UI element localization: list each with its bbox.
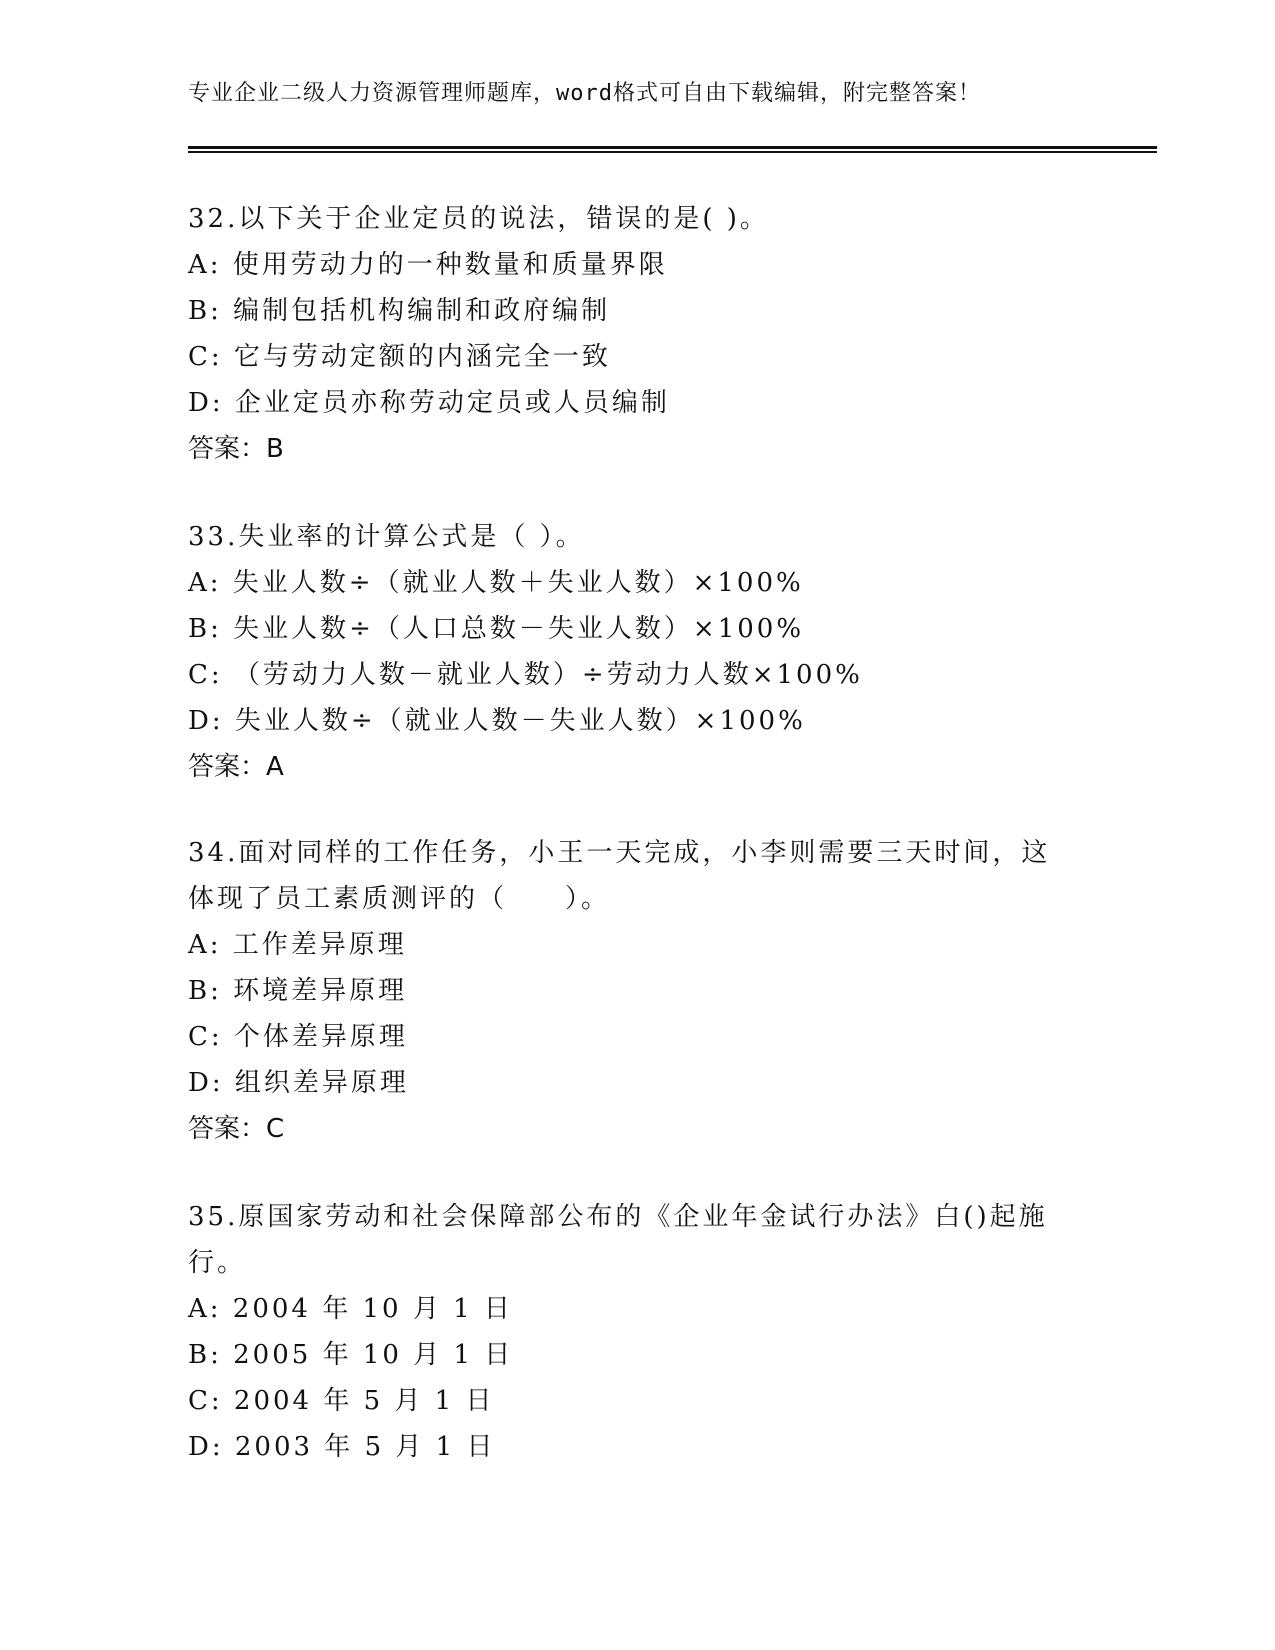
option-d: D: 组织差异原理	[188, 1068, 409, 1098]
option-d: D: 企业定员亦称劳动定员或人员编制	[188, 388, 670, 418]
option-b: B: 2005 年 10 月 1 日	[188, 1340, 514, 1370]
option-a: A: 2004 年 10 月 1 日	[188, 1294, 513, 1324]
answer: 答案：C	[188, 1114, 285, 1144]
page-header: 专业企业二级人力资源管理师题库，word格式可自由下载编辑，附完整答案！	[188, 81, 981, 106]
option-b: B: 环境差异原理	[188, 976, 408, 1006]
option-c: C: 个体差异原理	[188, 1022, 408, 1052]
question-stem: 33.失业率的计算公式是（ ）。	[188, 522, 585, 552]
question-stem: 32.以下关于企业定员的说法，错误的是( )。	[188, 204, 769, 234]
header-rule-thin	[188, 151, 1157, 153]
option-d: D: 2003 年 5 月 1 日	[188, 1432, 496, 1462]
option-a: A: 工作差异原理	[188, 930, 407, 960]
option-c: C: （劳动力人数－就业人数）÷劳动力人数×100%	[188, 660, 863, 690]
option-b: B: 失业人数÷（人口总数－失业人数）×100%	[188, 614, 805, 644]
option-c: C: 它与劳动定额的内涵完全一致	[188, 342, 611, 372]
option-a: A: 使用劳动力的一种数量和质量界限	[188, 250, 668, 280]
question-32	[188, 196, 1088, 472]
answer: 答案：A	[188, 752, 284, 782]
option-c: C: 2004 年 5 月 1 日	[188, 1386, 495, 1416]
question-stem: 35.原国家劳动和社会保障部公布的《企业年金试行办法》白()起施行。	[188, 1202, 1048, 1278]
question-34	[188, 830, 1068, 1152]
option-a: A: 失业人数÷（就业人数＋失业人数）×100%	[188, 568, 804, 598]
question-35	[188, 1194, 1068, 1470]
header-rule-thick	[188, 146, 1157, 149]
question-stem: 34.面对同样的工作任务，小王一天完成，小李则需要三天时间，这体现了员工素质测评的（ ）。	[188, 838, 1051, 914]
option-b: B: 编制包括机构编制和政府编制	[188, 296, 611, 326]
option-d: D: 失业人数÷（就业人数－失业人数）×100%	[188, 706, 806, 736]
question-33	[188, 514, 1088, 790]
answer: 答案：B	[188, 434, 284, 464]
